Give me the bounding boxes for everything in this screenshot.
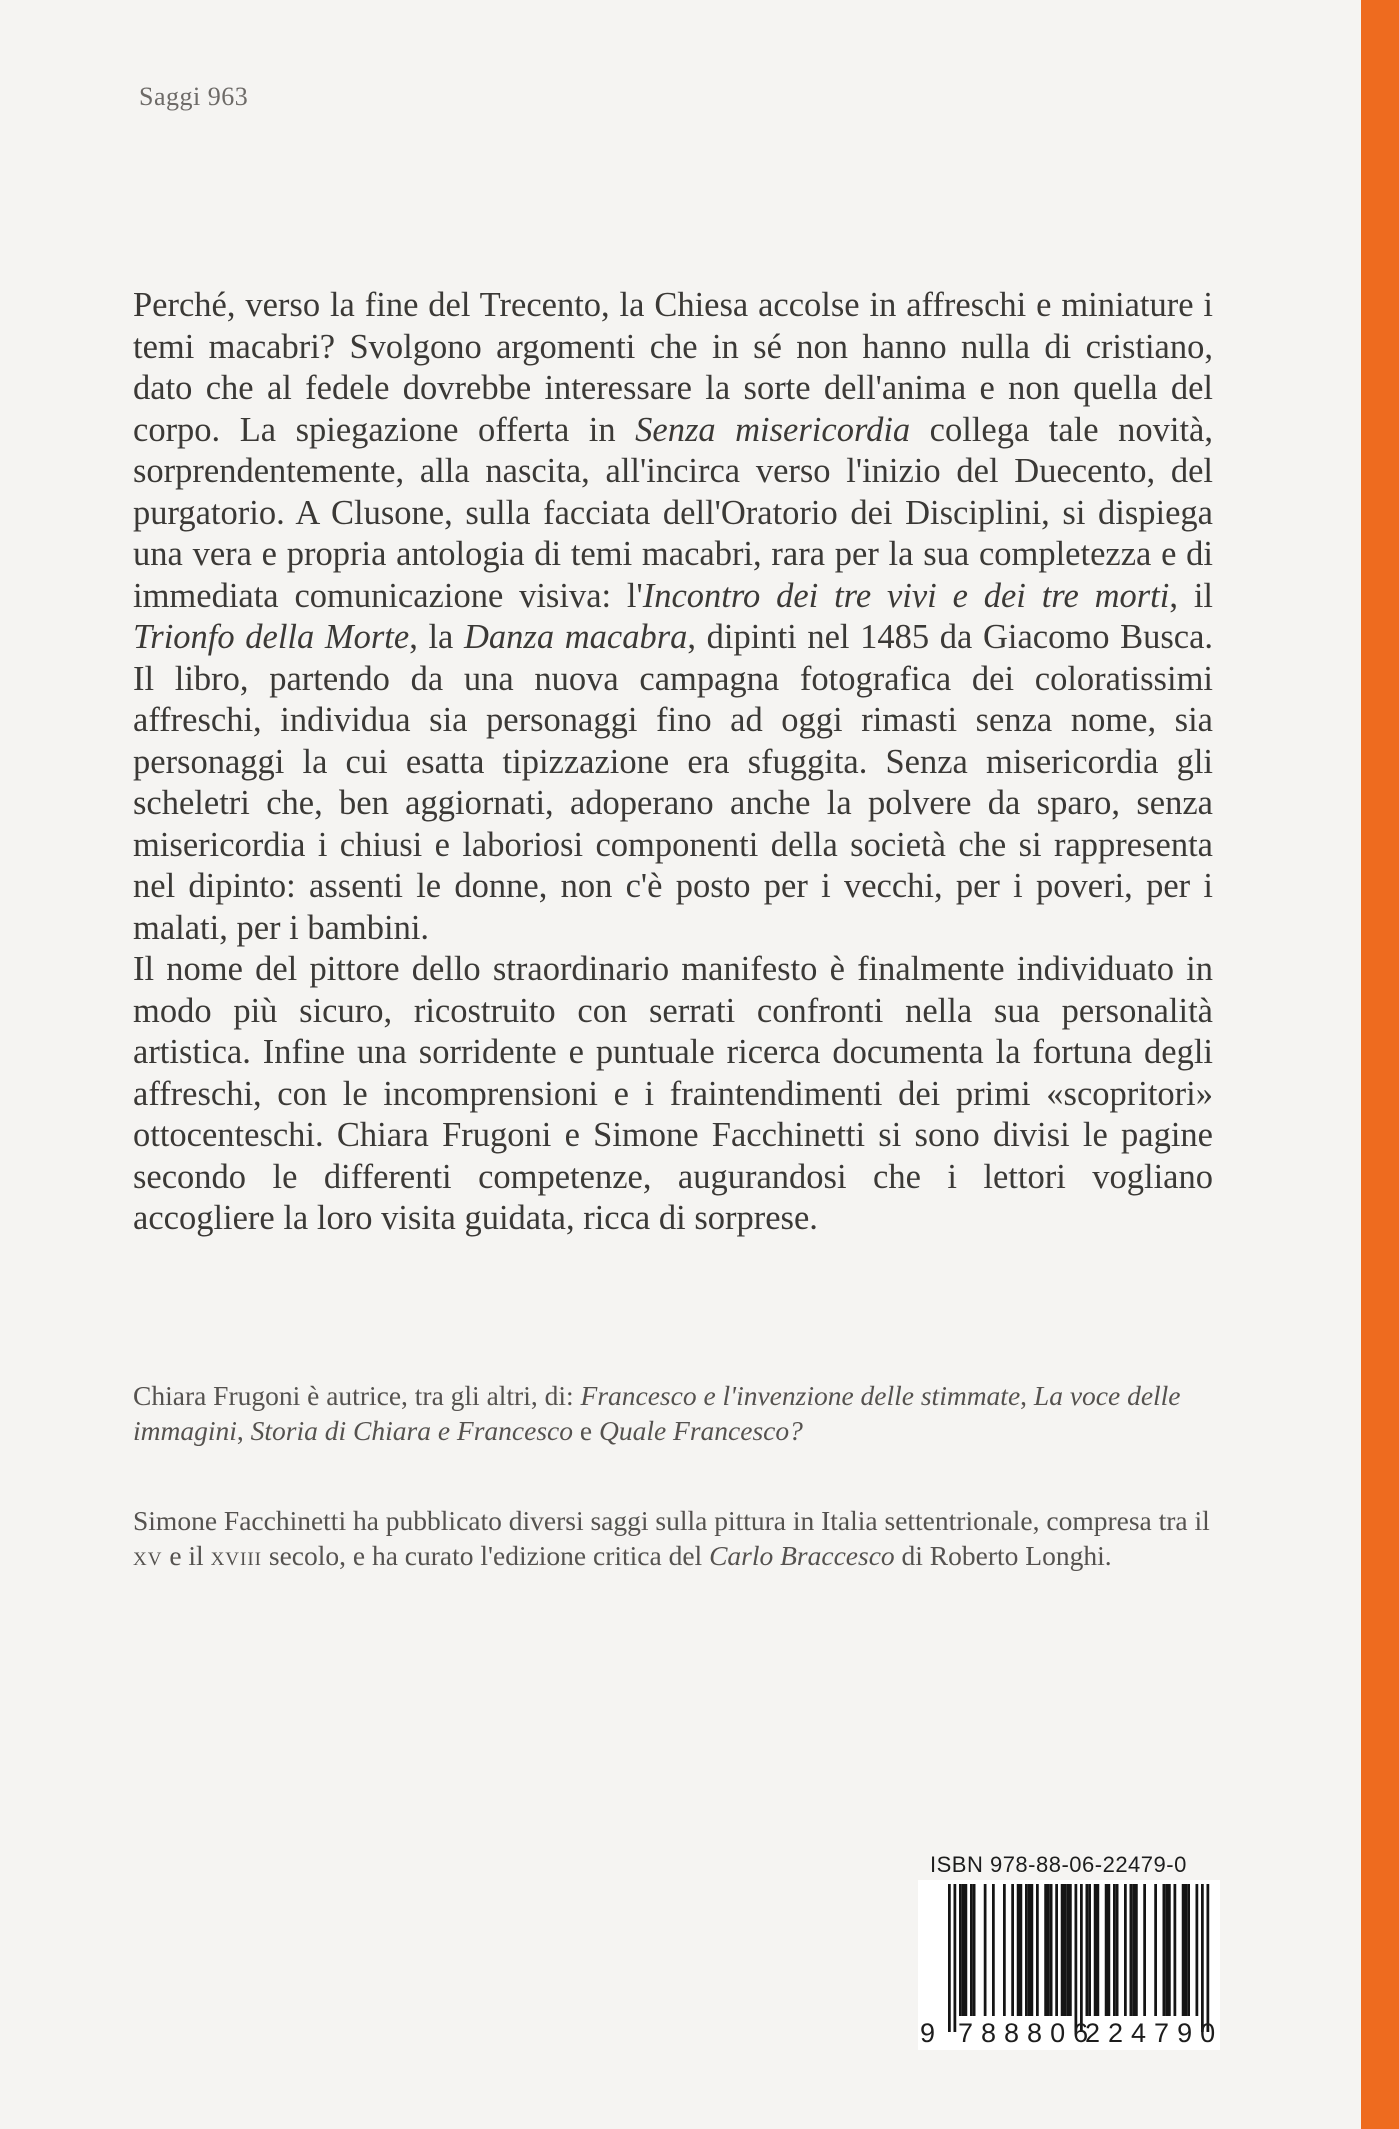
title-incontro: Incontro dei tre vivi e dei tre morti	[642, 576, 1170, 615]
barcode-bar	[1017, 1884, 1020, 2016]
barcode-bar	[1207, 1884, 1210, 2032]
barcode-bar	[1044, 1884, 1047, 2016]
barcode-bar	[1080, 1884, 1083, 2032]
barcode-bar	[1182, 1884, 1185, 2016]
barcode-bar	[1086, 1884, 1089, 2016]
isbn-label: ISBN 978-88-06-22479-0	[930, 1852, 1187, 1877]
barcode-bar	[1064, 1884, 1067, 2016]
barcode-bar	[970, 1884, 973, 2016]
barcode-digits-right: 224790	[1085, 2018, 1224, 2048]
barcode-bar	[1028, 1884, 1031, 2016]
barcode-bar	[948, 1884, 951, 2032]
barcode	[918, 1880, 1224, 2050]
barcode-bar	[1069, 1884, 1072, 2016]
barcode-bar	[1196, 1884, 1199, 2016]
barcode-bar	[954, 1884, 957, 2032]
barcode-bar	[1132, 1884, 1135, 2016]
barcode-bar	[1130, 1884, 1133, 2016]
barcode-bar	[1025, 1884, 1028, 2016]
barcode-bar	[1143, 1884, 1146, 2016]
barcode-bar	[965, 1884, 968, 2016]
barcode-bar	[1135, 1884, 1138, 2016]
barcode-bar	[1168, 1884, 1171, 2016]
barcode-bar	[1088, 1884, 1091, 2016]
barcode-bar	[1097, 1884, 1100, 2016]
barcode-bar	[1185, 1884, 1188, 2016]
barcode-bar	[1075, 1884, 1078, 2032]
barcode-bar	[1036, 1884, 1039, 2016]
series-label: Saggi 963	[139, 82, 249, 111]
barcode-bar	[962, 1884, 965, 2016]
barcode-bar	[1050, 1884, 1053, 2016]
author-bio-facchinetti: Simone Facchinetti ha pubblicato diversi saggi sulla pittura in Italia settentrionale, compresa tra il xv e il xviii secolo, e ha curato l'edizione critica del Carlo Braccesco di Roberto Longhi.	[133, 1505, 1210, 1571]
barcode-bar	[1003, 1884, 1006, 2016]
barcode-bar	[1108, 1884, 1111, 2016]
barcode-bar	[1011, 1884, 1014, 2016]
barcode-bar	[1105, 1884, 1108, 2016]
barcode-bar	[1201, 1884, 1204, 2032]
barcode-bar	[1165, 1884, 1168, 2016]
title-senza-misericordia: Senza misericordia	[635, 410, 911, 449]
blurb-text	[133, 285, 1213, 1240]
barcode-bar	[1116, 1884, 1119, 2016]
barcode-digits-left: 788806	[958, 2018, 1097, 2048]
blurb-paragraph-2: Il nome del pittore dello straordinario manifesto è finalmente individuato in modo più sicuro, ricostruito con serrati confronti nella sua personalità artistica. Infine una sorridente e puntuale ricerca documenta la fortuna degli affreschi, con le incomprensioni e i fraintendimenti dei primi «scopritori» ottocenteschi. Chiara Frugoni e Simone Facchinetti si sono divisi le pagine secondo le differenti competenze, augurandosi che i lettori vogliano accogliere la loro visita guidata, ricca di sorprese.	[133, 950, 1213, 1237]
barcode-bar	[1061, 1884, 1064, 2016]
blurb-paragraph-1: Perché, verso la fine del Trecento, la Chiesa accolse in affreschi e miniature i temi macabri? Svolgono argomenti che in sé non hanno nulla di cristiano, dato che al fedele dovrebbe interessare la sorte dell'anima e non quella del corpo. La spiegazione offerta in Senza misericordia collega tale novità, sorprendentemente, alla nascita, all'incirca verso l'inizio del Duecento, del purgatorio. A Clusone, sulla facciata dell'Oratorio dei Disciplini, si dispiega una vera e propria antologia di temi macabri, rara per la sua completezza e di immediata comunicazione visiva: l'Incontro dei tre vivi e dei tre morti, il Trionfo della Morte, la Danza macabra, dipinti nel 1485 da Giacomo Busca. Il libro, partendo da una nuova campagna fotografica dei coloratissimi affreschi, individua sia personaggi fino ad oggi rimasti senza nome, sia personaggi la cui esatta tipizzazione era sfuggita. Senza misericordia gli scheletri che, ben aggiornati, adoperano anche la polvere da sparo, senza misericordia i chiusi e laboriosi componenti della società che si rappresenta nel dipinto: assenti le donne, non c'è posto per i vecchi, per i poveri, per i malati, per i bambini.	[133, 286, 1214, 947]
author-bio-frugoni: Chiara Frugoni è autrice, tra gli altri, di: Francesco e l'invenzione delle stimmate, La voce delle immagini, Storia di Chiara e Francesco e Quale Francesco?	[133, 1380, 1181, 1446]
orange-spine-stripe	[1361, 0, 1399, 2129]
barcode-bar	[1094, 1884, 1097, 2016]
barcode-bar	[973, 1884, 976, 2016]
title-trionfo: Trionfo della Morte	[133, 618, 410, 656]
barcode-bar	[992, 1884, 995, 2016]
barcode-bar	[1047, 1884, 1050, 2016]
barcode-bar	[984, 1884, 987, 2016]
barcode-bar	[1154, 1884, 1157, 2016]
barcode-bar	[1174, 1884, 1177, 2016]
barcode-bar	[1031, 1884, 1034, 2016]
barcode-bar	[1113, 1884, 1116, 2016]
barcode-bar	[959, 1884, 962, 2016]
barcode-bar	[1055, 1884, 1058, 2016]
barcode-bar	[1020, 1884, 1023, 2016]
barcode-bar	[1187, 1884, 1190, 2016]
barcode-bar	[1066, 1884, 1069, 2016]
barcode-bar	[1124, 1884, 1127, 2016]
title-danza: Danza macabra	[464, 618, 688, 656]
barcode-bar	[1163, 1884, 1166, 2016]
barcode-digit-first: 9	[920, 2018, 936, 2048]
